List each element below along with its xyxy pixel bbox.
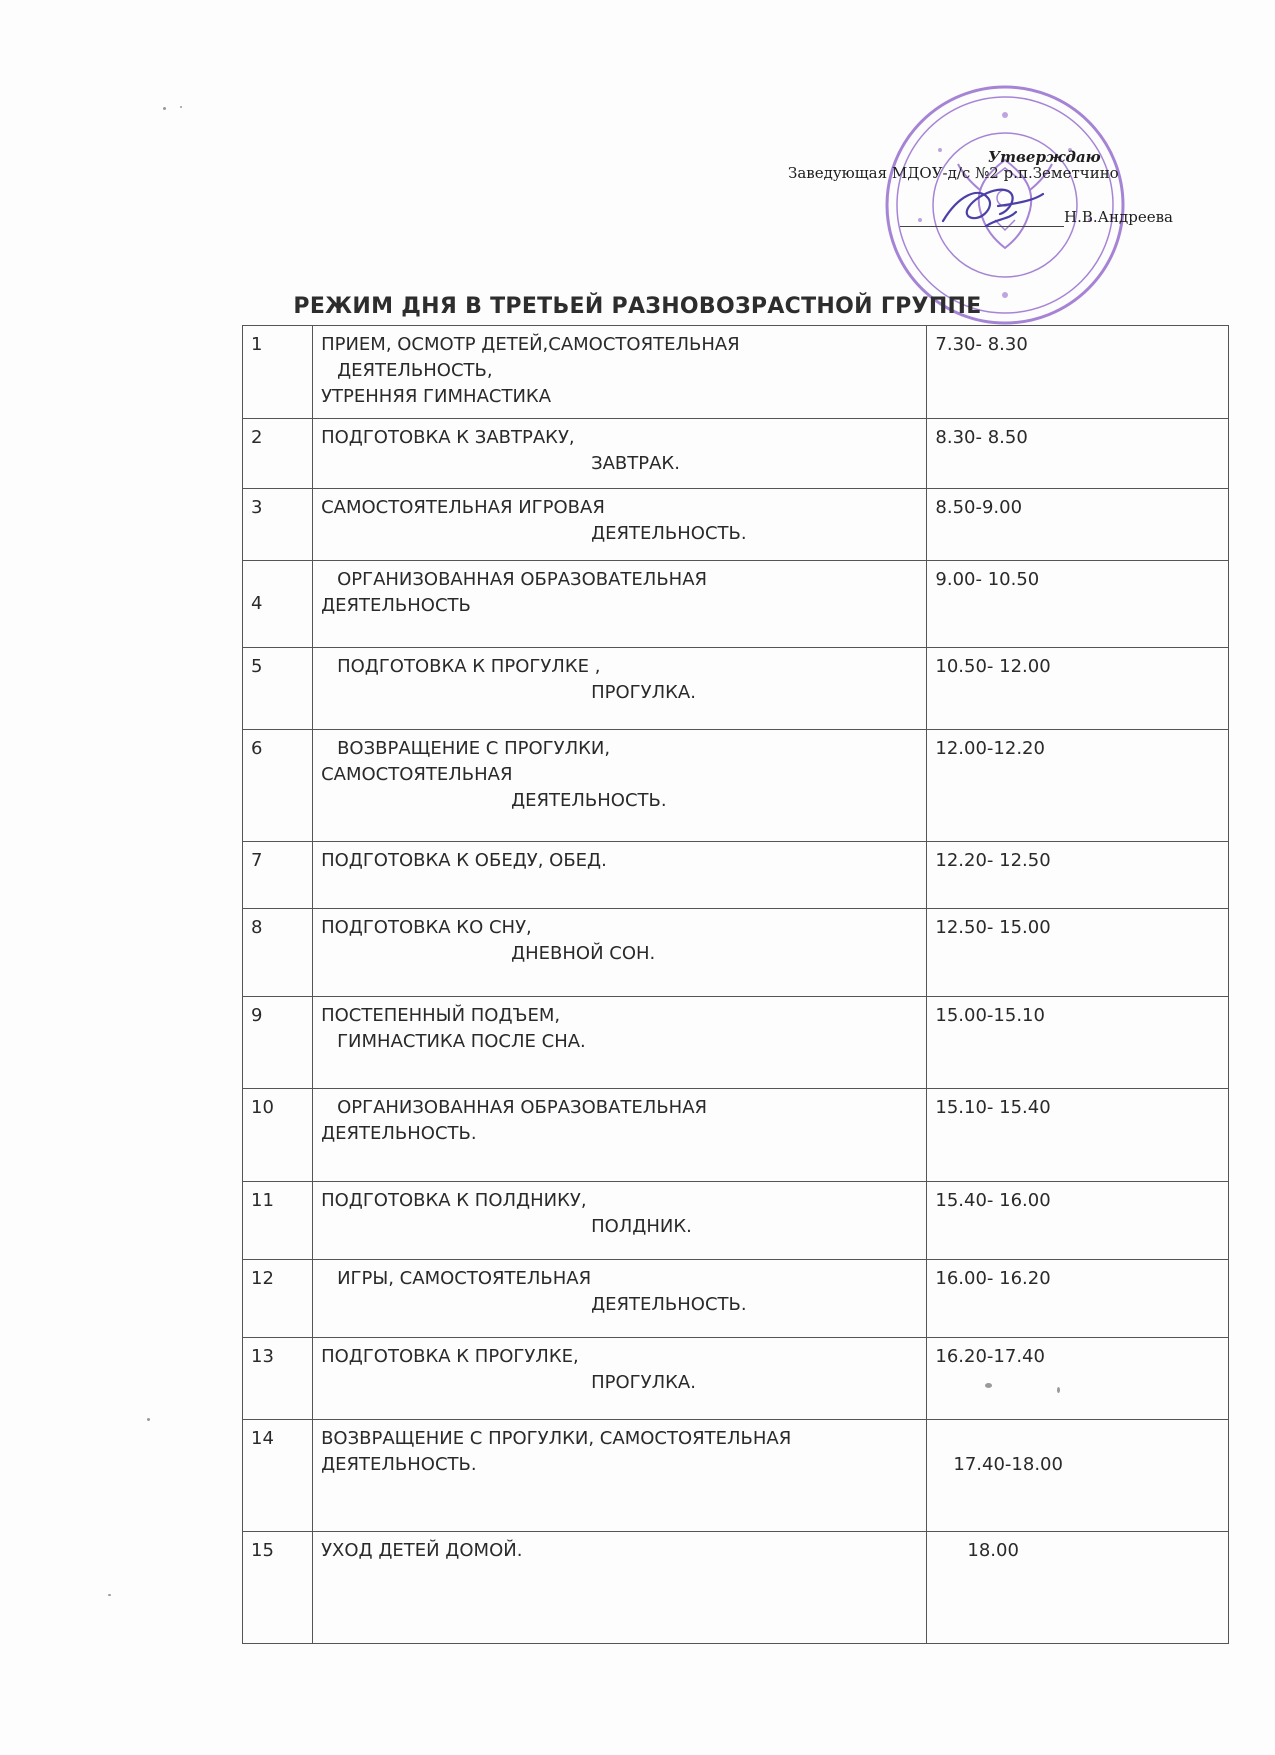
- time-cell: 17.40-18.00: [927, 1420, 1229, 1532]
- activity-line: ДЕЯТЕЛЬНОСТЬ.: [321, 1454, 477, 1475]
- time-cell: 12.20- 12.50: [927, 842, 1229, 909]
- activity-cell: [313, 842, 927, 909]
- activity-line: ПОДГОТОВКА К ПРОГУЛКЕ ,: [337, 656, 601, 677]
- activity-line: ДЕЯТЕЛЬНОСТЬ.: [511, 790, 667, 811]
- scan-speck: [147, 1418, 150, 1421]
- row-number: 13: [243, 1338, 313, 1420]
- activity-cell: [313, 648, 927, 730]
- time-cell: 10.50- 12.00: [927, 648, 1229, 730]
- row-number: 12: [243, 1260, 313, 1338]
- time-cell: 12.50- 15.00: [927, 909, 1229, 997]
- table-row: [243, 419, 1229, 489]
- activity-line: ДЕЯТЕЛЬНОСТЬ.: [321, 1123, 477, 1144]
- activity-cell: [313, 561, 927, 648]
- time-cell: 12.00-12.20: [927, 730, 1229, 842]
- activity-line: ДНЕВНОЙ СОН.: [511, 943, 656, 964]
- row-number: 14: [243, 1420, 313, 1532]
- activity-line: ПОДГОТОВКА К ЗАВТРАКУ,: [321, 427, 575, 448]
- scan-speck: [163, 107, 166, 110]
- row-number: 8: [243, 909, 313, 997]
- scan-speck: [1057, 1387, 1060, 1393]
- scan-speck: [108, 1594, 111, 1596]
- activity-line: САМОСТОЯТЕЛЬНАЯ: [321, 764, 513, 785]
- row-number: 10: [243, 1089, 313, 1182]
- document-title: РЕЖИМ ДНЯ В ТРЕТЬЕЙ РАЗНОВОЗРАСТНОЙ ГРУППЕ: [293, 294, 982, 319]
- schedule-table: [242, 325, 1229, 1644]
- table-row: [243, 997, 1229, 1089]
- table-row: [243, 1182, 1229, 1260]
- schedule-body: [243, 326, 1229, 1644]
- activity-cell: [313, 1260, 927, 1338]
- table-row: [243, 489, 1229, 561]
- row-number: 6: [243, 730, 313, 842]
- row-number: 1: [243, 326, 313, 419]
- activity-line: ПОДГОТОВКА К ПОЛДНИКУ,: [321, 1190, 587, 1211]
- activity-line: ВОЗВРАЩЕНИЕ С ПРОГУЛКИ, САМОСТОЯТЕЛЬНАЯ: [321, 1428, 792, 1449]
- activity-line: ПОДГОТОВКА КО СНУ,: [321, 917, 532, 938]
- time-cell: 16.00- 16.20: [927, 1260, 1229, 1338]
- scan-speck: [985, 1383, 992, 1388]
- activity-line: ИГРЫ, САМОСТОЯТЕЛЬНАЯ: [337, 1268, 592, 1289]
- table-row: [243, 1260, 1229, 1338]
- time-cell: 7.30- 8.30: [927, 326, 1229, 419]
- activity-cell: [313, 489, 927, 561]
- row-number: 5: [243, 648, 313, 730]
- time-cell: 15.10- 15.40: [927, 1089, 1229, 1182]
- activity-line: ОРГАНИЗОВАННАЯ ОБРАЗОВАТЕЛЬНАЯ: [337, 1097, 708, 1118]
- activity-cell: [313, 909, 927, 997]
- handwritten-signature: [938, 176, 1048, 236]
- activity-line: ГИМНАСТИКА ПОСЛЕ СНА.: [337, 1031, 586, 1052]
- activity-cell: [313, 419, 927, 489]
- activity-cell: [313, 1089, 927, 1182]
- activity-cell: [313, 1338, 927, 1420]
- table-row: [243, 1532, 1229, 1644]
- activity-cell: [313, 1182, 927, 1260]
- head-position: Заведующая МДОУ-д/с №2 р.п.Земетчино: [788, 164, 1119, 182]
- table-row: [243, 730, 1229, 842]
- activity-line: ЗАВТРАК.: [591, 453, 680, 474]
- table-row: [243, 1089, 1229, 1182]
- row-number: 2: [243, 419, 313, 489]
- activity-cell: [313, 997, 927, 1089]
- activity-line: УТРЕННЯЯ ГИМНАСТИКА: [321, 386, 552, 407]
- time-cell: 9.00- 10.50: [927, 561, 1229, 648]
- activity-line: ДЕЯТЕЛЬНОСТЬ: [321, 595, 471, 616]
- row-number: 11: [243, 1182, 313, 1260]
- approval-label: Утверждаю: [988, 148, 1101, 166]
- activity-line: ПОЛДНИК.: [591, 1216, 692, 1237]
- table-row: [243, 648, 1229, 730]
- activity-line: ПОДГОТОВКА К ПРОГУЛКЕ,: [321, 1346, 579, 1367]
- table-row: [243, 561, 1229, 648]
- activity-cell: [313, 1420, 927, 1532]
- table-row: [243, 1420, 1229, 1532]
- table-row: [243, 326, 1229, 419]
- activity-line: ПРОГУЛКА.: [591, 1372, 696, 1393]
- activity-line: ДЕЯТЕЛЬНОСТЬ.: [591, 1294, 747, 1315]
- activity-cell: [313, 326, 927, 419]
- table-row: [243, 842, 1229, 909]
- row-number: 4: [243, 561, 313, 648]
- row-number: 15: [243, 1532, 313, 1644]
- activity-line: ПРИЕМ, ОСМОТР ДЕТЕЙ,САМОСТОЯТЕЛЬНАЯ: [321, 334, 740, 355]
- row-number: 9: [243, 997, 313, 1089]
- activity-line: ДЕЯТЕЛЬНОСТЬ,: [337, 360, 493, 381]
- activity-line: САМОСТОЯТЕЛЬНАЯ ИГРОВАЯ: [321, 497, 605, 518]
- activity-cell: [313, 1532, 927, 1644]
- activity-line: УХОД ДЕТЕЙ ДОМОЙ.: [321, 1540, 523, 1561]
- time-cell: 15.00-15.10: [927, 997, 1229, 1089]
- activity-line: ДЕЯТЕЛЬНОСТЬ.: [591, 523, 747, 544]
- activity-line: ПРОГУЛКА.: [591, 682, 696, 703]
- time-cell: 15.40- 16.00: [927, 1182, 1229, 1260]
- activity-line: ВОЗВРАЩЕНИЕ С ПРОГУЛКИ,: [337, 738, 611, 759]
- time-cell: 8.50-9.00: [927, 489, 1229, 561]
- head-name: Н.В.Андреева: [1064, 208, 1173, 226]
- row-number: 3: [243, 489, 313, 561]
- table-row: [243, 909, 1229, 997]
- activity-line: ПОСТЕПЕННЫЙ ПОДЪЕМ,: [321, 1005, 561, 1026]
- time-cell: 16.20-17.40: [927, 1338, 1229, 1420]
- activity-line: ОРГАНИЗОВАННАЯ ОБРАЗОВАТЕЛЬНАЯ: [337, 569, 708, 590]
- row-number: 7: [243, 842, 313, 909]
- scan-speck: [180, 106, 182, 108]
- activity-cell: [313, 730, 927, 842]
- table-row: [243, 1338, 1229, 1420]
- time-cell: 8.30- 8.50: [927, 419, 1229, 489]
- activity-line: ПОДГОТОВКА К ОБЕДУ, ОБЕД.: [321, 850, 607, 871]
- time-cell: 18.00: [927, 1532, 1229, 1644]
